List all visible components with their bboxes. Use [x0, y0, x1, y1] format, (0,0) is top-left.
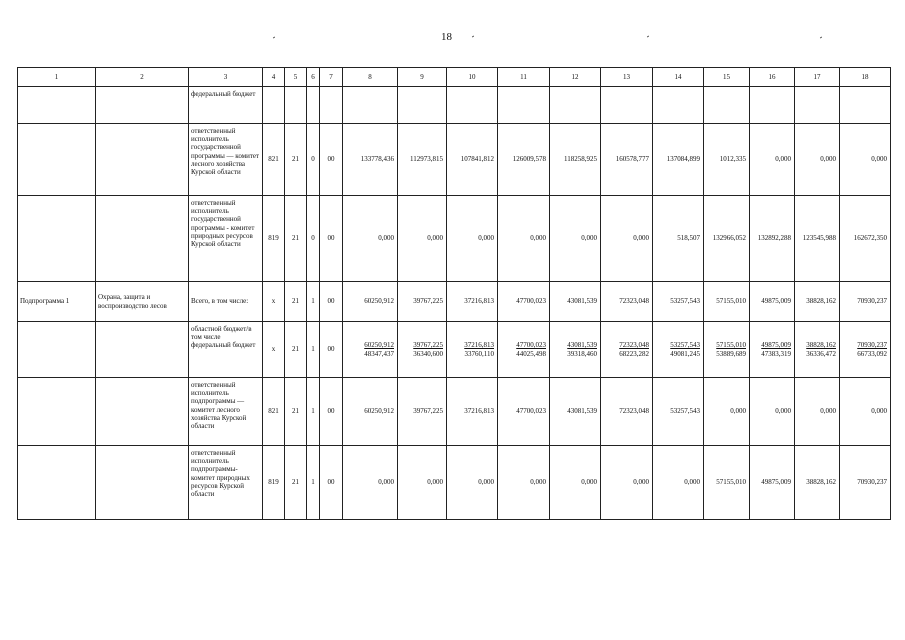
code-cell: 21: [285, 446, 307, 520]
amount-cell: 132892,288: [750, 196, 795, 282]
amount-cell: 57155,010: [704, 282, 750, 322]
federal-amount: 39318,460: [567, 349, 597, 358]
federal-amount: 47383,319: [761, 349, 791, 358]
amount-cell: 0,000: [498, 446, 550, 520]
column-header: 13: [601, 68, 653, 87]
scan-speck: [820, 37, 822, 39]
amount-cell: 0,000: [601, 446, 653, 520]
amount-cell: 0,000: [550, 196, 601, 282]
program-name-cell: [96, 446, 189, 520]
column-header: 10: [447, 68, 498, 87]
code-cell: [307, 87, 320, 124]
program-cell: [18, 87, 96, 124]
code-cell: 00: [320, 124, 343, 196]
amount-cell: [343, 322, 398, 378]
federal-amount: 36336,472: [806, 349, 836, 358]
code-cell: 0: [307, 196, 320, 282]
page-number: 18: [441, 31, 452, 43]
amount-cell: 118258,925: [550, 124, 601, 196]
table-row: [18, 196, 891, 282]
amount-cell: 49875,009: [750, 282, 795, 322]
code-cell: 0: [307, 124, 320, 196]
column-header: 17: [795, 68, 840, 87]
column-header: 5: [285, 68, 307, 87]
column-header: 11: [498, 68, 550, 87]
amount-cell: 53257,543: [653, 378, 704, 446]
amount-cell: 0,000: [447, 446, 498, 520]
code-cell: 819: [263, 196, 285, 282]
amount-cell: [498, 87, 550, 124]
program-name-cell: Охрана, защита и воспроизводство лесов: [96, 282, 189, 322]
table-row: [18, 282, 891, 322]
column-header: 6: [307, 68, 320, 87]
code-cell: х: [263, 322, 285, 378]
regional-amount: 47700,023: [516, 341, 546, 350]
amount-cell: [795, 87, 840, 124]
regional-amount: 72323,048: [619, 341, 649, 350]
amount-cell: [750, 87, 795, 124]
federal-amount: 53889,689: [716, 349, 746, 358]
amount-cell: [447, 87, 498, 124]
amount-cell: 60250,912: [343, 282, 398, 322]
code-cell: 00: [320, 378, 343, 446]
amount-cell: 57155,010: [704, 446, 750, 520]
amount-cell: 112973,815: [398, 124, 447, 196]
amount-cell: 0,000: [447, 196, 498, 282]
amount-cell: 0,000: [795, 378, 840, 446]
amount-cell: [653, 87, 704, 124]
federal-amount: 36340,600: [413, 349, 443, 358]
regional-amount: 38828,162: [806, 341, 836, 350]
amount-cell: 0,000: [550, 446, 601, 520]
amount-cell: 47700,023: [498, 282, 550, 322]
regional-amount: 49875,009: [761, 341, 791, 350]
code-cell: 00: [320, 196, 343, 282]
column-header: 8: [343, 68, 398, 87]
code-cell: 00: [320, 282, 343, 322]
amount-cell: 37216,813: [447, 282, 498, 322]
code-cell: 21: [285, 322, 307, 378]
code-cell: 1: [307, 378, 320, 446]
amount-cell: [795, 322, 840, 378]
amount-cell: 518,507: [653, 196, 704, 282]
amount-cell: 0,000: [601, 196, 653, 282]
amount-cell: [840, 322, 891, 378]
amount-cell: 160578,777: [601, 124, 653, 196]
column-header: 2: [96, 68, 189, 87]
amount-cell: 107841,812: [447, 124, 498, 196]
regional-amount: 53257,543: [670, 341, 700, 350]
program-cell: Подпрограмма 1: [18, 282, 96, 322]
code-cell: 21: [285, 378, 307, 446]
source-label-cell: областной бюджет/в том числе федеральный бюджет: [189, 322, 263, 378]
code-cell: 1: [307, 282, 320, 322]
regional-amount: 70930,237: [857, 341, 887, 350]
code-cell: х: [263, 282, 285, 322]
amount-cell: 126009,578: [498, 124, 550, 196]
code-cell: [263, 87, 285, 124]
amount-cell: [750, 322, 795, 378]
column-header: 16: [750, 68, 795, 87]
amount-cell: 72323,048: [601, 282, 653, 322]
source-label-cell: ответственный исполнитель государственной программы — комитет лесного хозяйства Курской области: [189, 124, 263, 196]
program-name-cell: [96, 196, 189, 282]
amount-cell: [840, 87, 891, 124]
amount-cell: [550, 87, 601, 124]
column-header: 12: [550, 68, 601, 87]
program-cell: [18, 124, 96, 196]
amount-cell: 38828,162: [795, 446, 840, 520]
amount-cell: 37216,813: [447, 378, 498, 446]
column-header: 7: [320, 68, 343, 87]
scan-speck: [647, 36, 649, 38]
regional-amount: 60250,912: [364, 341, 394, 350]
budget-table: [17, 67, 891, 520]
source-label-cell: ответственный исполнитель государственной программы - комитет природных ресурсов Курской области: [189, 196, 263, 282]
amount-cell: 0,000: [840, 124, 891, 196]
program-name-cell: [96, 124, 189, 196]
amount-cell: [498, 322, 550, 378]
amount-cell: 132966,052: [704, 196, 750, 282]
code-cell: 821: [263, 124, 285, 196]
code-cell: 1: [307, 322, 320, 378]
amount-cell: 43081,539: [550, 282, 601, 322]
amount-cell: 39767,225: [398, 282, 447, 322]
amount-cell: 0,000: [398, 446, 447, 520]
column-header: 3: [189, 68, 263, 87]
federal-amount: 49081,245: [670, 349, 700, 358]
amount-cell: 123545,988: [795, 196, 840, 282]
amount-cell: 0,000: [840, 378, 891, 446]
amount-cell: 137084,899: [653, 124, 704, 196]
amount-cell: [398, 87, 447, 124]
column-header: 4: [263, 68, 285, 87]
source-label-cell: ответственный исполнитель подпрограммы — комитет лесного хозяйства Курской области: [189, 378, 263, 446]
source-label-cell: Всего, в том числе:: [189, 282, 263, 322]
federal-amount: 48347,437: [364, 349, 394, 358]
amount-cell: [653, 322, 704, 378]
amount-cell: 0,000: [750, 124, 795, 196]
code-cell: 819: [263, 446, 285, 520]
regional-amount: 39767,225: [413, 341, 443, 350]
amount-cell: 0,000: [795, 124, 840, 196]
federal-amount: 66733,092: [857, 349, 887, 358]
federal-amount: 68223,282: [619, 349, 649, 358]
header-row: [18, 68, 891, 87]
table-row: [18, 322, 891, 378]
amount-cell: 0,000: [343, 446, 398, 520]
column-header: 15: [704, 68, 750, 87]
amount-cell: 133778,436: [343, 124, 398, 196]
amount-cell: 0,000: [653, 446, 704, 520]
scan-speck: [273, 37, 275, 39]
amount-cell: 53257,543: [653, 282, 704, 322]
program-name-cell: [96, 322, 189, 378]
program-cell: [18, 196, 96, 282]
regional-amount: 43081,539: [567, 341, 597, 350]
source-label-cell: федеральный бюджет: [189, 87, 263, 124]
program-name-cell: [96, 378, 189, 446]
amount-cell: 70930,237: [840, 446, 891, 520]
amount-cell: [398, 322, 447, 378]
table-row: [18, 87, 891, 124]
program-cell: [18, 322, 96, 378]
column-header: 9: [398, 68, 447, 87]
code-cell: 21: [285, 282, 307, 322]
amount-cell: 60250,912: [343, 378, 398, 446]
program-cell: [18, 378, 96, 446]
code-cell: 00: [320, 322, 343, 378]
code-cell: 00: [320, 446, 343, 520]
source-label-cell: ответственный исполнитель подпрограммы- комитет природных ресурсов Курской области: [189, 446, 263, 520]
regional-amount: 37216,813: [464, 341, 494, 350]
table-row: [18, 446, 891, 520]
amount-cell: 0,000: [750, 378, 795, 446]
amount-cell: 162672,350: [840, 196, 891, 282]
amount-cell: [704, 322, 750, 378]
amount-cell: 39767,225: [398, 378, 447, 446]
amount-cell: 49875,009: [750, 446, 795, 520]
program-name-cell: [96, 87, 189, 124]
amount-cell: [704, 87, 750, 124]
column-header: 1: [18, 68, 96, 87]
table-row: [18, 378, 891, 446]
amount-cell: 0,000: [498, 196, 550, 282]
regional-amount: 57155,010: [716, 341, 746, 350]
code-cell: 21: [285, 196, 307, 282]
amount-cell: [601, 87, 653, 124]
scan-speck: [472, 36, 474, 38]
amount-cell: 38828,162: [795, 282, 840, 322]
program-cell: [18, 446, 96, 520]
federal-amount: 33760,110: [464, 349, 494, 358]
amount-cell: 0,000: [398, 196, 447, 282]
amount-cell: [550, 322, 601, 378]
column-header: 18: [840, 68, 891, 87]
code-cell: 1: [307, 446, 320, 520]
amount-cell: 0,000: [343, 196, 398, 282]
code-cell: 21: [285, 124, 307, 196]
amount-cell: 0,000: [704, 378, 750, 446]
column-header: 14: [653, 68, 704, 87]
federal-amount: 44025,498: [516, 349, 546, 358]
amount-cell: [447, 322, 498, 378]
code-cell: [320, 87, 343, 124]
amount-cell: 47700,023: [498, 378, 550, 446]
amount-cell: [343, 87, 398, 124]
code-cell: [285, 87, 307, 124]
table-row: [18, 124, 891, 196]
amount-cell: [601, 322, 653, 378]
amount-cell: 1012,335: [704, 124, 750, 196]
amount-cell: 70930,237: [840, 282, 891, 322]
amount-cell: 43081,539: [550, 378, 601, 446]
code-cell: 821: [263, 378, 285, 446]
amount-cell: 72323,048: [601, 378, 653, 446]
